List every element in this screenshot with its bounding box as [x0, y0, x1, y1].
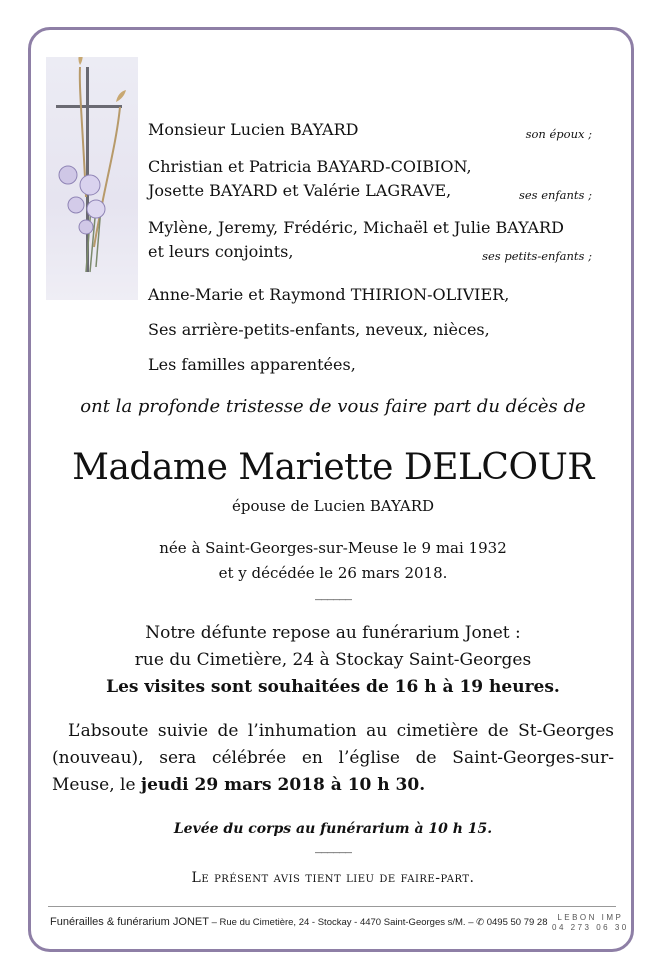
family-line: Josette BAYARD et Valérie LAGRAVE,: [148, 181, 452, 200]
separator: ______: [315, 585, 351, 601]
deceased-name: Madame Mariette DELCOUR: [72, 447, 594, 488]
family-row: [148, 118, 592, 142]
printer-mark: [552, 913, 629, 933]
visits-line: Les visites sont souhaitées de 16 h à 19 heures.: [106, 677, 560, 697]
ceremony-date: jeudi 29 mars 2018 à 10 h 30.: [140, 775, 426, 795]
family-line: Christian et Patricia BAYARD-COIBION,: [148, 157, 472, 176]
footer: [50, 916, 547, 928]
family-line: Monsieur Lucien BAYARD: [148, 120, 359, 139]
footer-company: Funérailles & funérarium JONET: [50, 916, 209, 928]
notice-line: Le présent avis tient lieu de faire-part.: [191, 870, 475, 886]
family-row: [148, 283, 592, 307]
footer-divider: [48, 906, 616, 907]
relation-label: ses enfants ;: [518, 188, 592, 202]
relation-label: son époux ;: [525, 127, 592, 141]
family-line: Anne-Marie et Raymond THIRION-OLIVIER,: [148, 285, 510, 304]
footer-address: – Rue du Cimetière, 24 - Stockay - 4470 Saint-Georges s/M. – ✆ 0495 50 79 28: [208, 917, 548, 928]
family-line: Les familles apparentées,: [148, 355, 356, 374]
cross-with-flowers-icon: [46, 57, 138, 300]
separator: ______: [315, 838, 351, 854]
repose-line-2: rue du Cimetière, 24 à Stockay Saint-Georges: [134, 650, 532, 670]
ceremony-text: L’absoute suivie de l’inhumation au cimetière de St-Georges (nouveau), sera célébrée en l’église de Saint-Georges-sur-Meuse, le: [52, 721, 614, 795]
announcement-intro: ont la profonde tristesse de vous faire part du décès de: [80, 396, 586, 417]
ceremony-paragraph: [52, 718, 614, 799]
family-row: [148, 155, 592, 203]
family-line: et leurs conjoints,: [148, 242, 294, 261]
birth-line: née à Saint-Georges-sur-Meuse le 9 mai 1932: [159, 539, 507, 557]
cross-image: [46, 57, 138, 300]
family-line: Ses arrière-petits-enfants, neveux, nièces,: [148, 320, 490, 339]
spouse-line: épouse de Lucien BAYARD: [231, 497, 435, 515]
repose-line-1: Notre défunte repose au funérarium Jonet :: [145, 623, 521, 643]
family-row: [148, 353, 592, 377]
death-line: et y décédée le 26 mars 2018.: [218, 564, 448, 582]
family-line: Mylène, Jeremy, Frédéric, Michaël et Julie BAYARD: [148, 218, 564, 237]
printer-phone: 04 273 06 30: [552, 923, 629, 932]
relation-label: ses petits-enfants ;: [482, 249, 592, 263]
printer-name: LEBON IMP: [557, 913, 624, 922]
family-row: [148, 318, 592, 342]
levee-line: Levée du corps au funérarium à 10 h 15.: [173, 821, 493, 837]
family-row: [148, 216, 592, 264]
